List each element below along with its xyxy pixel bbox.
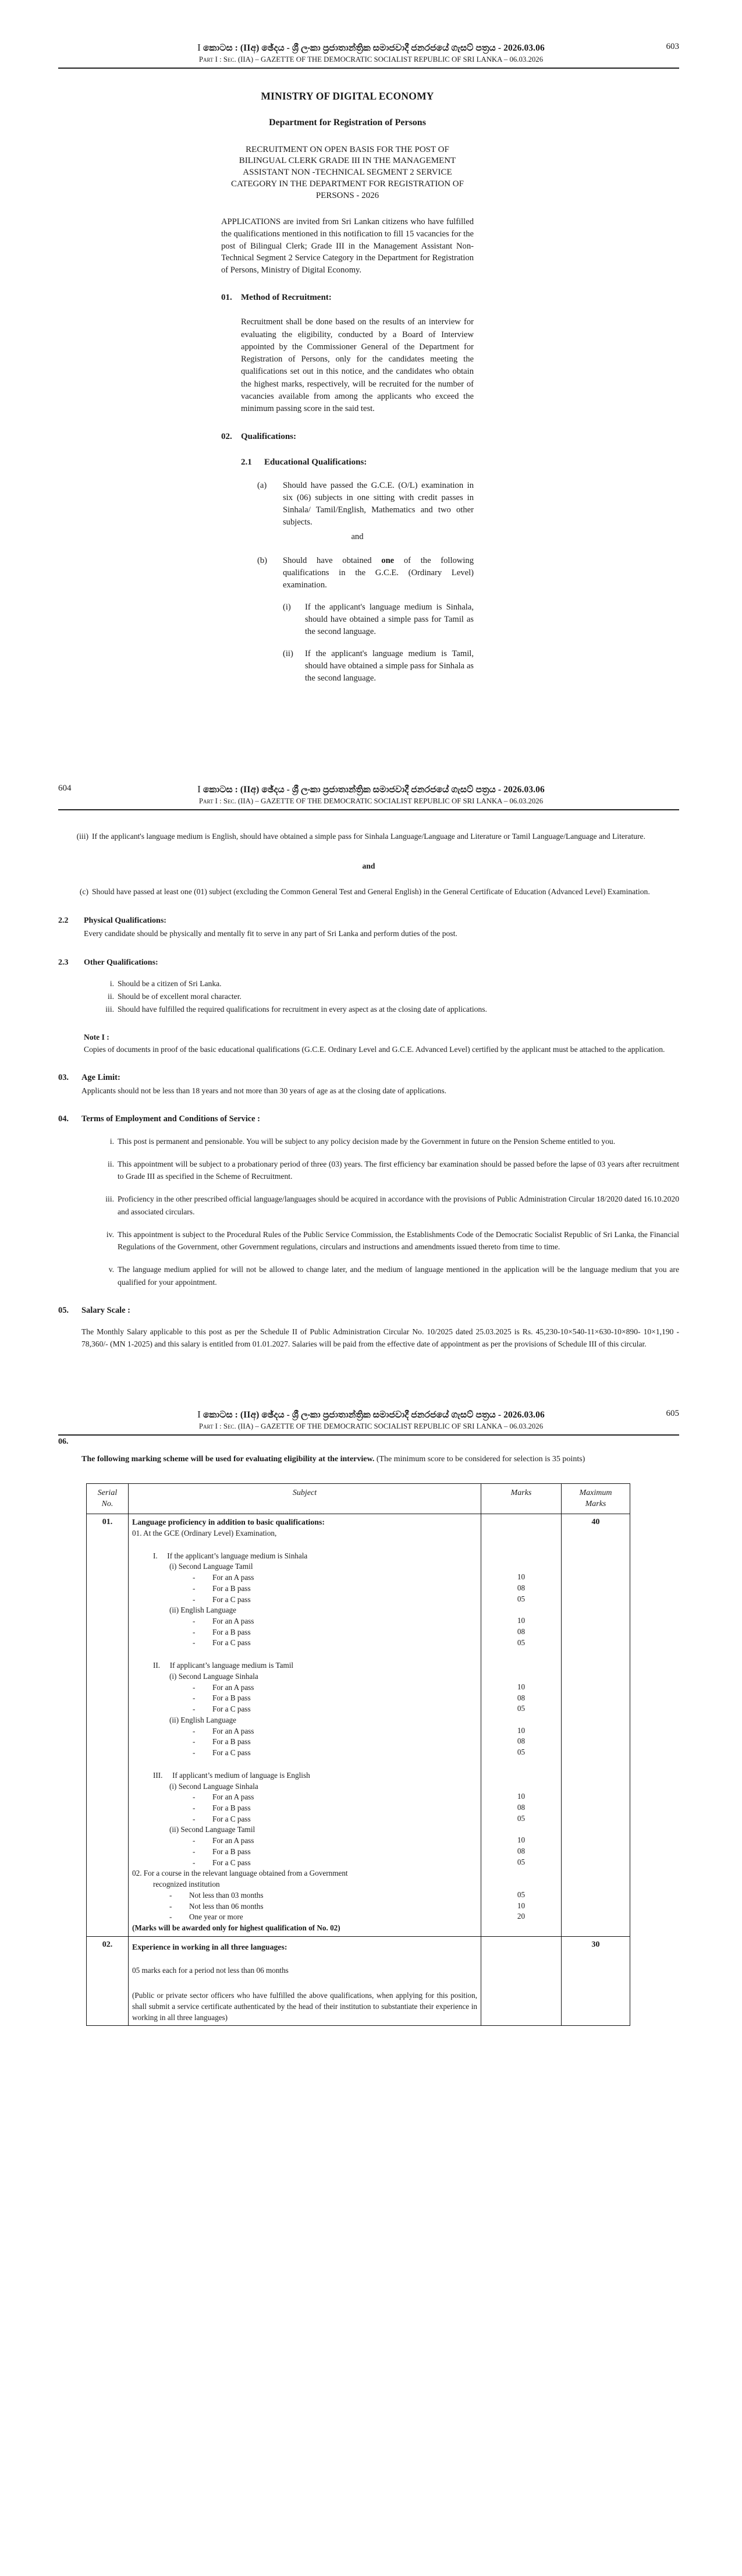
course-label-line-2: recognized institution bbox=[153, 1880, 220, 1889]
entry-text: For a C pass bbox=[212, 1858, 251, 1867]
page-number-605: 605 bbox=[666, 1409, 679, 1419]
mark-I-ii-A: 10 bbox=[517, 1616, 526, 1625]
section-06-text bbox=[81, 1453, 679, 1465]
item-b-ii-marker: (ii) bbox=[283, 649, 293, 659]
section-2-2-text: Every candidate should be physically and mentally fit to serve in any part of Sri Lanka and perform duties of the post. bbox=[84, 929, 457, 938]
terms-text-5: The language medium applied for will not be allowed to change later, and the medium of language mentioned in the application will be the language medium that you are qualified for your appointment. bbox=[118, 1265, 679, 1287]
row-01-serial: 01. bbox=[87, 1514, 129, 1937]
qualification-item-a bbox=[257, 480, 474, 528]
section-04-number: 04. bbox=[58, 1114, 69, 1124]
section-2-2-number: 2.2 bbox=[58, 916, 69, 925]
th-maximum-marks bbox=[562, 1483, 630, 1514]
group-I-sub-ii-entry-3 bbox=[193, 1638, 477, 1649]
section-01-title: Method of Recruitment: bbox=[241, 292, 332, 302]
terms-marker-4: iv. bbox=[106, 1229, 114, 1239]
section-01-body: Recruitment shall be done based on the results of an interview for evaluating the eligibility, conducted by a Board of Interview appointed by the Commissioner General of the Department for Registration of Persons, only for the candidates meeting the qualifications set out in this notice, and the candidates who obtain the highest marks, respectively, will be recruited for the number of vacancies available from among the applicants who exceed the minimum passing score in the said test. bbox=[241, 317, 474, 414]
terms-text-2: This appointment will be subject to a probationary period of three (03) years. The first efficiency bar examination should be passed before the lapse of 03 years after recruitment to Grade III as specified in the Scheme of Recruitment. bbox=[118, 1159, 679, 1181]
section-06-bold-text: The following marking scheme will be used for evaluating eligibility at the interview. bbox=[81, 1455, 375, 1464]
group-II-sub-i-entry-3 bbox=[193, 1704, 477, 1715]
entry-text: Not less than 03 months bbox=[189, 1890, 264, 1900]
mark-I-i-A: 10 bbox=[517, 1572, 526, 1582]
group-III-sub-i-entry-3 bbox=[193, 1814, 477, 1825]
page-number-604: 604 bbox=[58, 783, 72, 793]
bullet-dash-icon: - bbox=[169, 1912, 172, 1922]
mark-course-6m: 10 bbox=[517, 1901, 526, 1910]
terms-item-5 bbox=[58, 1263, 679, 1289]
running-head-part-numeral-605: I bbox=[197, 1409, 201, 1420]
running-head-604 bbox=[0, 782, 742, 806]
bullet-dash-icon: - bbox=[193, 1682, 196, 1692]
group-II-text: If applicant’s language medium is Tamil bbox=[169, 1661, 294, 1670]
ministry-title: MINISTRY OF DIGITAL ECONOMY bbox=[261, 90, 434, 102]
item-c-text: Should have passed at least one (01) subject (excluding the Common General Test and General English) in the General Certificate of Education (Advanced Level) Examination. bbox=[92, 887, 650, 897]
row-02-line-1: 05 marks each for a period not less than 06 months bbox=[132, 1966, 289, 1975]
section-2-3-title: Other Qualifications: bbox=[84, 958, 158, 967]
mark-II-i-B: 08 bbox=[517, 1693, 526, 1702]
and-connector-1: and bbox=[351, 532, 364, 542]
entry-text: For an A pass bbox=[212, 1682, 254, 1692]
group-III-sub-ii-entry-1 bbox=[193, 1836, 477, 1847]
item-c-marker: (c) bbox=[79, 887, 88, 897]
item-b-ii-text: If the applicant's language medium is Tamil, should have obtained a simple pass for Sinhala as the second language. bbox=[305, 649, 474, 683]
course-entry-2 bbox=[169, 1901, 477, 1912]
table-row bbox=[87, 1936, 630, 2026]
running-head-605 bbox=[0, 1408, 742, 1431]
mark-III-ii-C: 05 bbox=[517, 1857, 526, 1866]
other-qualification-item-3 bbox=[58, 1003, 679, 1016]
group-II-sub-i-entry-2 bbox=[193, 1693, 477, 1704]
terms-text-4: This appointment is subject to the Procedural Rules of the Public Service Commission, the Establishments Code of the Democratic Socialist Republic of Sri Lanka, the Financial Regulations of the Government, other Government regulations, circulars and instructions and amendments issued thereto from time to time. bbox=[118, 1229, 679, 1252]
entry-text: One year or more bbox=[189, 1912, 243, 1922]
note-1-text: Copies of documents in proof of the basic educational qualifications (G.C.E. Ordinary Level and G.C.E. Advanced Level) certified by the applicant must be attached to the application. bbox=[84, 1045, 665, 1054]
th-serial-no bbox=[87, 1483, 129, 1514]
section-04-heading bbox=[58, 1112, 679, 1126]
group-III-heading bbox=[153, 1770, 477, 1781]
bullet-dash-icon: - bbox=[193, 1847, 196, 1856]
entry-text: For an A pass bbox=[212, 1836, 254, 1845]
group-II-sub-ii-entry-3 bbox=[193, 1748, 477, 1759]
group-II-sub-ii-entry-2 bbox=[193, 1737, 477, 1748]
section-03-number: 03. bbox=[58, 1073, 69, 1083]
group-I-sub-ii-entry-1 bbox=[193, 1616, 477, 1627]
group-III-sub-ii-entry-2 bbox=[193, 1847, 477, 1858]
group-I-sub-i-entry-1 bbox=[193, 1572, 477, 1583]
mark-course-1y: 20 bbox=[517, 1912, 526, 1921]
mark-II-i-C: 05 bbox=[517, 1704, 526, 1713]
and-connector-2: and bbox=[362, 862, 375, 871]
group-I-sub-i-entry-2 bbox=[193, 1583, 477, 1595]
row-02-line-2: (Public or private sector officers who have fulfilled the above qualifications, when applying for this position, shall submit a service certificate authenticated by the head of their institution to substantiate their experience in working in all three languages) bbox=[132, 1991, 477, 2022]
bullet-dash-icon: - bbox=[193, 1573, 196, 1582]
entry-text: Not less than 06 months bbox=[189, 1901, 264, 1911]
section-03-heading bbox=[58, 1071, 679, 1085]
section-01-number: 01. bbox=[221, 292, 232, 302]
th-serial-line2: No. bbox=[101, 1500, 113, 1509]
section-2-1-number: 2.1 bbox=[241, 457, 252, 467]
running-head-sinhala-text: කොටස : (IIඅ) ඡේදය - ශ්‍රී ලංකා ප්‍රජාතාන්ත්‍රික සමාජවාදී ජනරජයේ ගැසට් පත්‍රය - 2026.03.06 bbox=[203, 43, 545, 53]
entry-text: For a B pass bbox=[212, 1803, 251, 1812]
bullet-dash-icon: - bbox=[169, 1901, 172, 1911]
bullet-dash-icon: - bbox=[193, 1792, 196, 1802]
group-III-sub-i-entry-1 bbox=[193, 1792, 477, 1803]
group-III-text: If applicant’s medium of language is English bbox=[172, 1770, 310, 1780]
terms-item-2 bbox=[58, 1158, 679, 1184]
section-05-heading bbox=[58, 1304, 679, 1317]
mark-III-i-A: 10 bbox=[517, 1792, 526, 1801]
bullet-dash-icon: - bbox=[193, 1595, 196, 1604]
terms-marker-2: ii. bbox=[108, 1159, 114, 1168]
bullet-dash-icon: - bbox=[193, 1616, 196, 1625]
mark-II-ii-B: 08 bbox=[517, 1737, 526, 1746]
entry-text: For a B pass bbox=[212, 1583, 251, 1593]
row-01-subtitle: 01. At the GCE (Ordinary Level) Examination, bbox=[132, 1528, 277, 1537]
item-b-iii-marker: (iii) bbox=[76, 831, 88, 841]
section-05-text: The Monthly Salary applicable to this post as per the Schedule II of Public Administration Circular No. 10/2025 dated 25.03.2025 is Rs. 45,230-10×540-11×630-10×890- 10×1,190 - 78,360/- (MN 1-2025) and this salary is entitled from 01.01.2027. Salaries will be paid from the effective date of appointment as per the provisions of Schedule III of this circular. bbox=[81, 1327, 679, 1349]
page-603-body bbox=[221, 69, 474, 685]
bullet-dash-icon: - bbox=[193, 1726, 196, 1735]
th-marks: Marks bbox=[481, 1483, 562, 1514]
entry-text: For a C pass bbox=[212, 1705, 251, 1714]
group-II-roman: II. bbox=[153, 1661, 161, 1670]
other-qualification-text-3: Should have fulfilled the required qualifications for recruitment in every aspect as at the closing date of applications. bbox=[118, 1004, 487, 1014]
section-05-number: 05. bbox=[58, 1305, 69, 1315]
other-qualification-text-1: Should be a citizen of Sri Lanka. bbox=[118, 979, 222, 988]
group-II-heading bbox=[153, 1660, 477, 1671]
section-06-normal-text: (The minimum score to be considered for selection is 35 points) bbox=[374, 1455, 585, 1464]
bullet-dash-icon: - bbox=[193, 1638, 196, 1647]
other-qualification-marker-1: i. bbox=[109, 979, 114, 988]
mark-III-ii-A: 10 bbox=[517, 1836, 526, 1845]
running-head-sinhala-line bbox=[0, 42, 742, 54]
mark-III-i-B: 08 bbox=[517, 1803, 526, 1812]
section-06-block bbox=[58, 1436, 679, 1465]
terms-of-service-list bbox=[58, 1135, 679, 1289]
entry-text: For a C pass bbox=[212, 1595, 251, 1604]
th-subject: Subject bbox=[129, 1483, 481, 1514]
bullet-dash-icon: - bbox=[193, 1737, 196, 1746]
section-06-number: 06. bbox=[58, 1437, 69, 1447]
intro-paragraph: APPLICATIONS are invited from Sri Lankan citizens who have fulfilled the qualifications mentioned in this notification to fill 15 vacancies for the post of Bilingual Clerk; Grade III in the Management Assistant Non-Technical Segment 2 Service Category in the Department for Registration of Persons, Ministry of Digital Economy. bbox=[221, 217, 474, 275]
note-1-title: Note I : bbox=[84, 1032, 109, 1041]
mark-III-ii-B: 08 bbox=[517, 1847, 526, 1856]
running-head-sinhala-text-604: කොටස : (IIඅ) ඡේදය - ශ්‍රී ලංකා ප්‍රජාතාන්ත්‍රික සමාජවාදී ජනරජයේ ගැසට් පත්‍රය - 2026.03.06 bbox=[203, 784, 545, 795]
mark-I-i-B: 08 bbox=[517, 1583, 526, 1592]
row-02-title: Experience in working in all three languages: bbox=[132, 1942, 287, 1951]
row-01-title: Language proficiency in addition to basic qualifications: bbox=[132, 1518, 325, 1527]
group-I-sub-i-label: (i) Second Language Tamil bbox=[169, 1562, 253, 1571]
group-III-sub-ii-label: (ii) Second Language Tamil bbox=[169, 1825, 255, 1834]
entry-text: For a C pass bbox=[212, 1638, 251, 1647]
group-I-heading bbox=[153, 1551, 477, 1562]
bullet-dash-icon: - bbox=[193, 1627, 196, 1636]
section-01-heading bbox=[221, 292, 474, 303]
row-01-max-marks: 40 bbox=[562, 1514, 630, 1937]
course-label-line-1: 02. For a course in the relevant language obtained from a Government bbox=[132, 1869, 348, 1878]
gazette-page-603 bbox=[0, 0, 742, 782]
terms-item-3 bbox=[58, 1193, 679, 1218]
mark-II-ii-C: 05 bbox=[517, 1748, 526, 1757]
group-III-sub-ii-entry-3 bbox=[193, 1858, 477, 1869]
group-I-sub-ii-entry-2 bbox=[193, 1627, 477, 1638]
entry-text: For a C pass bbox=[212, 1748, 251, 1758]
notice-heading: RECRUITMENT ON OPEN BASIS FOR THE POST OF BILINGUAL CLERK GRADE III IN THE MANAGEMENT ASSISTANT NON -TECHNICAL SEGMENT 2 SERVICE CATEGORY IN THE DEPARTMENT FOR REGISTRATION OF PERSONS - 2026 bbox=[231, 144, 464, 201]
row-01-subject bbox=[129, 1514, 481, 1937]
bullet-dash-icon: - bbox=[169, 1890, 172, 1900]
bullet-dash-icon: - bbox=[193, 1803, 196, 1812]
section-2-1-title: Educational Qualifications: bbox=[264, 457, 367, 467]
group-I-sub-ii-label: (ii) English Language bbox=[169, 1606, 236, 1615]
course-entry-1 bbox=[169, 1890, 477, 1901]
entry-text: For a B pass bbox=[212, 1737, 251, 1746]
gazette-page-605 bbox=[0, 1408, 742, 2038]
terms-item-4 bbox=[58, 1228, 679, 1254]
entry-text: For a B pass bbox=[212, 1693, 251, 1703]
gazette-page-604 bbox=[0, 782, 742, 1408]
entry-text: For a B pass bbox=[212, 1847, 251, 1856]
qualification-item-b-i bbox=[283, 601, 474, 637]
mark-I-i-C: 05 bbox=[517, 1594, 526, 1603]
group-II-sub-ii-label: (ii) English Language bbox=[169, 1715, 236, 1724]
row-02-subject bbox=[129, 1936, 481, 2026]
section-2-3-number: 2.3 bbox=[58, 958, 69, 967]
table-row bbox=[87, 1514, 630, 1937]
terms-marker-1: i. bbox=[109, 1136, 114, 1146]
item-b-iii-text: If the applicant's language medium is English, should have obtained a simple pass for Sinhala Language/Language and Literature or Tamil Language/Language and Literature. bbox=[92, 831, 645, 841]
running-head-english-line: Part I : Sec. (IIA) – GAZETTE OF THE DEMOCRATIC SOCIALIST REPUBLIC OF SRI LANKA – 06.03.2026 bbox=[198, 55, 544, 63]
other-qualification-marker-2: ii. bbox=[108, 992, 114, 1001]
running-head-english-line-605: Part I : Sec. (IIA) – GAZETTE OF THE DEMOCRATIC SOCIALIST REPUBLIC OF SRI LANKA – 06.03.2026 bbox=[198, 1422, 544, 1431]
other-qualification-item-2 bbox=[58, 990, 679, 1003]
bullet-dash-icon: - bbox=[193, 1693, 196, 1703]
running-head-sinhala-line-605 bbox=[0, 1409, 742, 1420]
row-01-footnote: (Marks will be awarded only for highest qualification of No. 02) bbox=[132, 1923, 340, 1933]
entry-text: For an A pass bbox=[212, 1792, 254, 1802]
other-qualification-item-1 bbox=[58, 977, 679, 990]
qualification-item-b bbox=[257, 555, 474, 591]
section-03-text: Applicants should not be less than 18 years and not more than 30 years of age as at the closing date of applications. bbox=[81, 1086, 447, 1096]
item-b-i-marker: (i) bbox=[283, 603, 291, 612]
section-2-3-heading bbox=[58, 956, 679, 969]
th-max-line2: Marks bbox=[585, 1500, 606, 1509]
other-qualification-marker-3: iii. bbox=[105, 1004, 114, 1014]
th-max-line1: Maximum bbox=[579, 1488, 612, 1497]
department-title: Department for Registration of Persons bbox=[269, 117, 426, 127]
section-2-1-heading bbox=[241, 456, 474, 468]
section-2-2-heading bbox=[58, 915, 679, 927]
mark-course-3m: 05 bbox=[517, 1890, 526, 1900]
row-02-max-marks: 30 bbox=[562, 1936, 630, 2026]
group-II-sub-i-label: (i) Second Language Sinhala bbox=[169, 1671, 258, 1681]
course-entry-3 bbox=[169, 1912, 477, 1923]
group-III-sub-i-entry-2 bbox=[193, 1803, 477, 1814]
group-II-sub-i-entry-1 bbox=[193, 1682, 477, 1693]
group-III-sub-i-label: (i) Second Language Sinhala bbox=[169, 1781, 258, 1791]
running-head-sinhala-line-604 bbox=[0, 784, 742, 795]
terms-marker-5: v. bbox=[108, 1265, 114, 1274]
qualification-item-c bbox=[58, 885, 679, 898]
qualification-item-b-ii bbox=[283, 648, 474, 684]
mark-II-i-A: 10 bbox=[517, 1682, 526, 1691]
section-04-title: Terms of Employment and Conditions of Service : bbox=[81, 1114, 260, 1124]
section-2-2-title: Physical Qualifications: bbox=[84, 916, 166, 925]
item-b-i-text: If the applicant's language medium is Sinhala, should have obtained a simple pass for Tamil as the second language. bbox=[305, 603, 474, 636]
entry-text: For a B pass bbox=[212, 1627, 251, 1636]
page-number-603: 603 bbox=[666, 42, 679, 51]
entry-text: For an A pass bbox=[212, 1616, 254, 1625]
group-I-sub-i-entry-3 bbox=[193, 1595, 477, 1606]
item-b-text-part1: Should have obtained bbox=[283, 556, 382, 566]
qualification-item-b-iii bbox=[58, 830, 679, 843]
row-02-serial: 02. bbox=[87, 1936, 129, 2026]
bullet-dash-icon: - bbox=[193, 1583, 196, 1593]
bullet-dash-icon: - bbox=[193, 1814, 196, 1823]
section-02-number: 02. bbox=[221, 431, 232, 441]
group-III-roman: III. bbox=[153, 1770, 163, 1780]
running-head-part-numeral-604: I bbox=[197, 783, 201, 795]
table-header-row bbox=[87, 1483, 630, 1514]
bullet-dash-icon: - bbox=[193, 1705, 196, 1714]
item-b-marker: (b) bbox=[257, 556, 268, 566]
item-a-text: Should have passed the G.C.E. (O/L) examination in six (06) subjects in one sitting with credit passes in Sinhala/ Tamil/English, Mathematics and two other subjects. bbox=[283, 481, 474, 527]
item-b-emphasis: one bbox=[381, 556, 395, 566]
section-02-heading bbox=[221, 431, 474, 442]
terms-text-3: Proficiency in the other prescribed official language/languages should be acquired in accordance with the provisions of Public Administration Circular 18/2020 dated 16.10.2020 and associated circulars. bbox=[118, 1195, 679, 1216]
section-02-title: Qualifications: bbox=[241, 431, 297, 441]
running-head-english-line-604: Part I : Sec. (IIA) – GAZETTE OF THE DEMOCRATIC SOCIALIST REPUBLIC OF SRI LANKA – 06.03.2026 bbox=[198, 796, 544, 805]
entry-text: For an A pass bbox=[212, 1573, 254, 1582]
page-604-body bbox=[58, 810, 679, 1351]
section-03-title: Age Limit: bbox=[81, 1073, 120, 1083]
other-qualifications-list bbox=[58, 977, 679, 1015]
bullet-dash-icon: - bbox=[193, 1858, 196, 1867]
entry-text: For an A pass bbox=[212, 1726, 254, 1735]
marking-scheme-table bbox=[86, 1483, 630, 2026]
entry-text: For a C pass bbox=[212, 1814, 251, 1823]
section-05-title: Salary Scale : bbox=[81, 1305, 130, 1315]
other-qualification-text-2: Should be of excellent moral character. bbox=[118, 992, 242, 1001]
mark-I-ii-B: 08 bbox=[517, 1627, 526, 1636]
mark-III-i-C: 05 bbox=[517, 1813, 526, 1823]
row-01-marks bbox=[481, 1514, 562, 1937]
group-II-sub-ii-entry-1 bbox=[193, 1726, 477, 1737]
bullet-dash-icon: - bbox=[193, 1748, 196, 1758]
th-serial-line1: Serial bbox=[97, 1488, 118, 1497]
group-I-text: If the applicant’s language medium is Sinhala bbox=[167, 1551, 308, 1560]
item-b-text-part2: of the following qualifications in the G.C.E. (Ordinary Level) examination. bbox=[283, 556, 474, 590]
running-head-part-numeral: I bbox=[197, 42, 201, 53]
running-head-sinhala-text-605: කොටස : (IIඅ) ඡේදය - ශ්‍රී ලංකා ප්‍රජාතාන්ත්‍රික සමාජවාදී ජනරජයේ ගැසට් පත්‍රය - 2026.03.06 bbox=[203, 1410, 545, 1420]
group-I-roman: I. bbox=[153, 1551, 158, 1560]
terms-marker-3: iii. bbox=[105, 1195, 114, 1204]
mark-I-ii-C: 05 bbox=[517, 1638, 526, 1647]
bullet-dash-icon: - bbox=[193, 1836, 196, 1845]
terms-text-1: This post is permanent and pensionable. You will be subject to any policy decision made by the Government in future on the Pension Scheme entitled to you. bbox=[118, 1136, 616, 1146]
item-a-marker: (a) bbox=[257, 481, 267, 491]
mark-II-ii-A: 10 bbox=[517, 1725, 526, 1735]
running-head-603 bbox=[0, 41, 742, 64]
terms-item-1 bbox=[58, 1135, 679, 1148]
row-02-marks bbox=[481, 1936, 562, 2026]
